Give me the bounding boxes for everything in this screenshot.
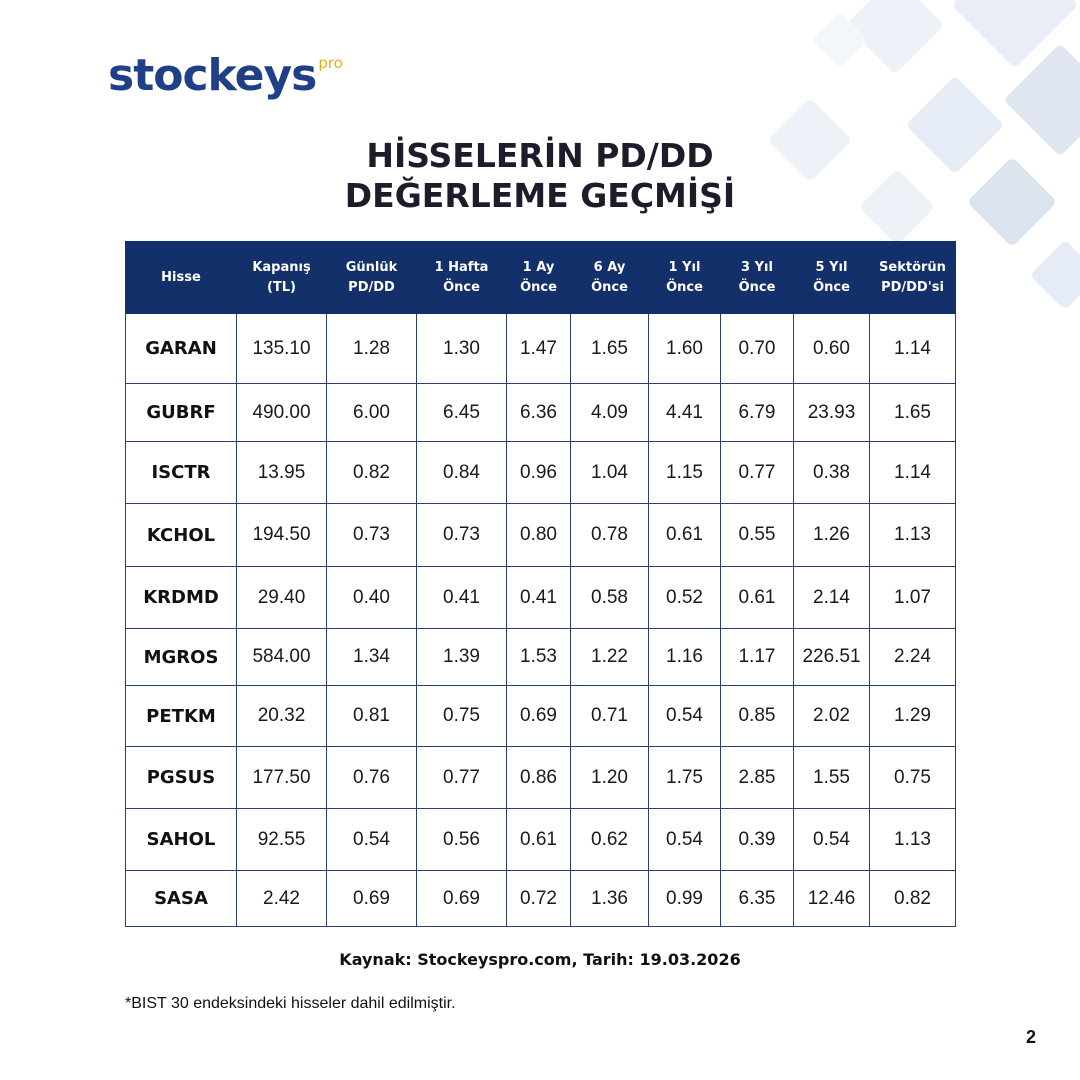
title-line-1: HİSSELERİN PD/DD (366, 136, 714, 175)
column-header-line-1: 6 Ay (593, 259, 626, 275)
value-cell: 0.77 (417, 747, 507, 809)
value-cell: 1.65 (571, 314, 649, 384)
value-cell: 0.41 (507, 567, 571, 629)
ticker-cell: PETKM (126, 686, 237, 747)
value-cell: 0.73 (417, 504, 507, 567)
value-cell: 0.75 (870, 747, 956, 809)
value-cell: 0.72 (507, 871, 571, 927)
ticker-cell: KCHOL (126, 504, 237, 567)
value-cell: 0.81 (327, 686, 417, 747)
column-header-line-1: 5 Yıl (815, 259, 848, 275)
value-cell: 0.99 (649, 871, 721, 927)
value-cell: 0.69 (507, 686, 571, 747)
value-cell: 0.86 (507, 747, 571, 809)
value-cell: 0.61 (507, 809, 571, 871)
value-cell: 1.04 (571, 442, 649, 504)
logo-wordmark: stockeys (108, 50, 317, 101)
ticker-cell: MGROS (126, 629, 237, 686)
ticker-cell: PGSUS (126, 747, 237, 809)
value-cell: 0.73 (327, 504, 417, 567)
value-cell: 0.54 (794, 809, 870, 871)
value-cell: 2.02 (794, 686, 870, 747)
value-cell: 2.85 (721, 747, 794, 809)
value-cell: 0.75 (417, 686, 507, 747)
value-cell: 0.85 (721, 686, 794, 747)
column-header-line-2: Önce (813, 279, 850, 295)
pd-dd-history-table (125, 241, 956, 927)
value-cell: 0.41 (417, 567, 507, 629)
value-cell: 0.71 (571, 686, 649, 747)
value-cell: 0.80 (507, 504, 571, 567)
value-cell: 1.16 (649, 629, 721, 686)
value-cell: 1.22 (571, 629, 649, 686)
column-header (327, 242, 417, 314)
table-row (126, 384, 956, 442)
title-line-2: DEĞERLEME GEÇMİŞİ (344, 176, 736, 215)
column-header-line-1: 3 Yıl (741, 259, 773, 275)
value-cell: 1.75 (649, 747, 721, 809)
value-cell: 1.55 (794, 747, 870, 809)
column-header-line-1: Hisse (161, 269, 201, 285)
column-header-line-2: Önce (738, 279, 776, 295)
value-cell: 1.13 (870, 809, 956, 871)
value-cell: 0.60 (794, 314, 870, 384)
table-row (126, 442, 956, 504)
logo-pro-suffix: pro (318, 54, 343, 72)
column-header-line-2: Önce (520, 279, 557, 295)
table-row (126, 747, 956, 809)
value-cell: 0.61 (649, 504, 721, 567)
value-cell: 0.55 (721, 504, 794, 567)
value-cell: 177.50 (237, 747, 327, 809)
value-cell: 4.09 (571, 384, 649, 442)
value-cell: 0.61 (721, 567, 794, 629)
value-cell: 6.36 (507, 384, 571, 442)
value-cell: 0.96 (507, 442, 571, 504)
page-title (0, 136, 1080, 216)
table-row (126, 686, 956, 747)
value-cell: 0.69 (327, 871, 417, 927)
ticker-cell: KRDMD (126, 567, 237, 629)
ticker-cell: SASA (126, 871, 237, 927)
column-header-line-1: 1 Hafta (434, 259, 489, 275)
value-cell: 92.55 (237, 809, 327, 871)
value-cell: 12.46 (794, 871, 870, 927)
value-cell: 584.00 (237, 629, 327, 686)
value-cell: 0.69 (417, 871, 507, 927)
table-row (126, 314, 956, 384)
value-cell: 1.60 (649, 314, 721, 384)
value-cell: 0.77 (721, 442, 794, 504)
column-header (417, 242, 507, 314)
value-cell: 135.10 (237, 314, 327, 384)
value-cell: 2.24 (870, 629, 956, 686)
value-cell: 1.26 (794, 504, 870, 567)
page-number: 2 (1025, 1027, 1036, 1047)
value-cell: 0.58 (571, 567, 649, 629)
value-cell: 0.54 (649, 809, 721, 871)
footnote: *BIST 30 endeksindeki hisseler dahil edilmiştir. (125, 995, 456, 1012)
column-header-line-1: Günlük (345, 259, 398, 275)
value-cell: 0.52 (649, 567, 721, 629)
table-row (126, 809, 956, 871)
value-cell: 1.30 (417, 314, 507, 384)
column-header (794, 242, 870, 314)
table-body (126, 314, 956, 927)
value-cell: 1.07 (870, 567, 956, 629)
value-cell: 0.62 (571, 809, 649, 871)
column-header-line-1: 1 Yıl (668, 259, 701, 275)
column-header (870, 242, 956, 314)
column-header-line-2: PD/DD'si (881, 279, 944, 295)
value-cell: 490.00 (237, 384, 327, 442)
column-header (126, 242, 237, 314)
value-cell: 6.45 (417, 384, 507, 442)
column-header (507, 242, 571, 314)
value-cell: 194.50 (237, 504, 327, 567)
table-row (126, 504, 956, 567)
column-header-line-1: Sektörün (879, 259, 946, 275)
value-cell: 1.65 (870, 384, 956, 442)
value-cell: 2.14 (794, 567, 870, 629)
value-cell: 6.35 (721, 871, 794, 927)
column-header-line-2: PD/DD (348, 279, 395, 295)
value-cell: 0.82 (327, 442, 417, 504)
stockeys-logo (108, 50, 343, 108)
value-cell: 0.76 (327, 747, 417, 809)
column-header-line-2: Önce (591, 279, 628, 295)
ticker-cell: ISCTR (126, 442, 237, 504)
value-cell: 6.79 (721, 384, 794, 442)
value-cell: 0.84 (417, 442, 507, 504)
column-header (649, 242, 721, 314)
value-cell: 1.14 (870, 314, 956, 384)
table-row (126, 871, 956, 927)
ticker-cell: GUBRF (126, 384, 237, 442)
value-cell: 1.13 (870, 504, 956, 567)
column-header-line-2: (TL) (266, 279, 297, 295)
table-row (126, 567, 956, 629)
value-cell: 1.20 (571, 747, 649, 809)
value-cell: 29.40 (237, 567, 327, 629)
value-cell: 1.53 (507, 629, 571, 686)
table-header-row (126, 242, 956, 314)
column-header-line-1: 1 Ay (522, 259, 555, 275)
value-cell: 2.42 (237, 871, 327, 927)
value-cell: 0.82 (870, 871, 956, 927)
value-cell: 0.39 (721, 809, 794, 871)
value-cell: 20.32 (237, 686, 327, 747)
column-header (571, 242, 649, 314)
value-cell: 1.36 (571, 871, 649, 927)
value-cell: 0.78 (571, 504, 649, 567)
value-cell: 0.54 (649, 686, 721, 747)
value-cell: 0.38 (794, 442, 870, 504)
value-cell: 1.47 (507, 314, 571, 384)
value-cell: 0.70 (721, 314, 794, 384)
value-cell: 0.54 (327, 809, 417, 871)
ticker-cell: GARAN (126, 314, 237, 384)
column-header-line-2: Önce (443, 279, 480, 295)
value-cell: 1.17 (721, 629, 794, 686)
value-cell: 1.34 (327, 629, 417, 686)
value-cell: 1.15 (649, 442, 721, 504)
value-cell: 1.28 (327, 314, 417, 384)
ticker-cell: SAHOL (126, 809, 237, 871)
column-header (721, 242, 794, 314)
table-row (126, 629, 956, 686)
column-header (237, 242, 327, 314)
column-header-line-1: Kapanış (252, 259, 311, 275)
value-cell: 1.14 (870, 442, 956, 504)
value-cell: 4.41 (649, 384, 721, 442)
value-cell: 226.51 (794, 629, 870, 686)
column-header-line-2: Önce (666, 279, 703, 295)
value-cell: 6.00 (327, 384, 417, 442)
value-cell: 23.93 (794, 384, 870, 442)
value-cell: 0.56 (417, 809, 507, 871)
source-line: Kaynak: Stockeyspro.com, Tarih: 19.03.2026 (339, 950, 741, 969)
value-cell: 0.40 (327, 567, 417, 629)
value-cell: 1.39 (417, 629, 507, 686)
value-cell: 13.95 (237, 442, 327, 504)
value-cell: 1.29 (870, 686, 956, 747)
